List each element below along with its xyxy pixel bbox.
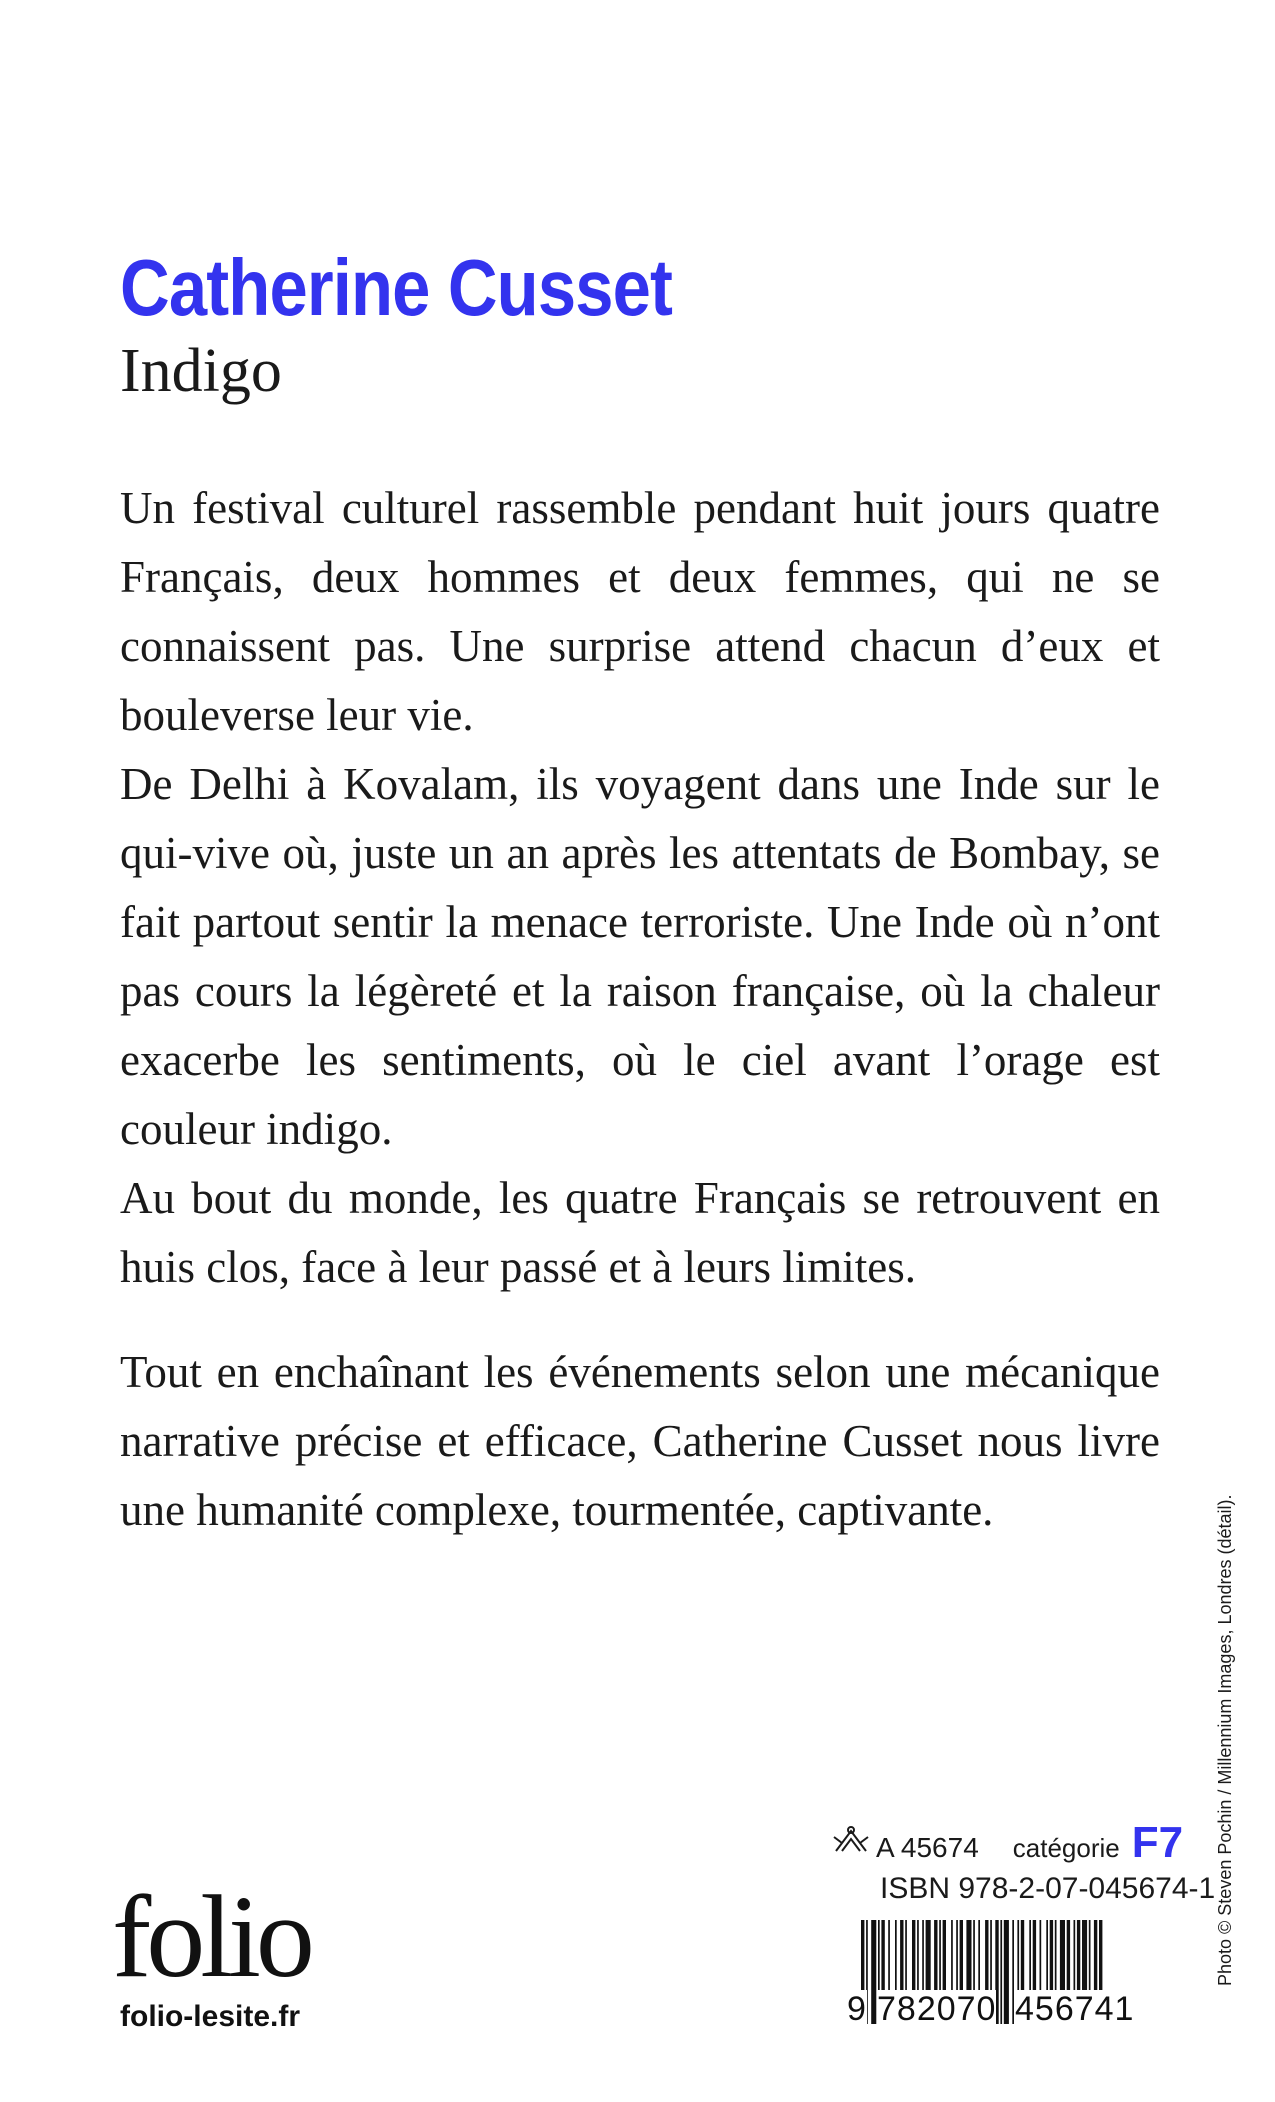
- photo-credit: Photo © Steven Pochin / Millennium Images, Londres (détail).: [1215, 1494, 1235, 1986]
- blurb-paragraph-1: [120, 474, 1160, 1302]
- barcode-digit-group-1: 782070: [877, 1990, 997, 2028]
- catalog-row: [832, 1818, 1184, 1867]
- blurb-line-3: Au bout du monde, les quatre Français se retrouvent en huis clos, face à leur passé et à leurs limites.: [120, 1173, 1160, 1292]
- publisher-website[interactable]: folio-lesite.fr: [120, 2000, 301, 2033]
- isbn: ISBN 978-2-07-045674-1: [880, 1872, 1216, 1905]
- catalog-reference: A 45674: [876, 1832, 979, 1863]
- blurb-line-1: Un festival culturel rassemble pendant huit jours quatre Français, deux hommes et deux femmes, qui ne se connaissent pas. Une surprise attend chacun d’eux et bouleverse leur vie.: [120, 483, 1160, 740]
- folio-logo: folio: [112, 1871, 310, 2002]
- barcode-digit-group-2: 456741: [1015, 1990, 1135, 2028]
- barcode-digit-prefix: 9: [847, 1990, 867, 2028]
- blurb-line-2: De Delhi à Kovalam, ils voyagent dans une Inde sur le qui-vive où, juste un an après les attentats de Bombay, se fait partout sentir la menace terroriste. Une Inde où n’ont pas cours la légèreté et la raison française, où la chaleur exacerbe les sentiments, où le ciel avant l’orage est couleur indigo.: [120, 759, 1160, 1154]
- blurb-paragraph-2: [120, 1338, 1160, 1545]
- gallimard-emblem-icon: [832, 1825, 870, 1855]
- book-title: Indigo: [120, 337, 282, 405]
- author-name: Catherine Cusset: [120, 243, 673, 332]
- barcode-digits: [847, 1990, 1161, 2030]
- blurb-closing: Tout en enchaînant les événements selon une mécanique narrative précise et efficace, Catherine Cusset nous livre une humanité complexe, tourmentée, captivante.: [120, 1347, 1160, 1535]
- category-value: F7: [1131, 1818, 1184, 1867]
- category-label: catégorie: [1012, 1833, 1120, 1863]
